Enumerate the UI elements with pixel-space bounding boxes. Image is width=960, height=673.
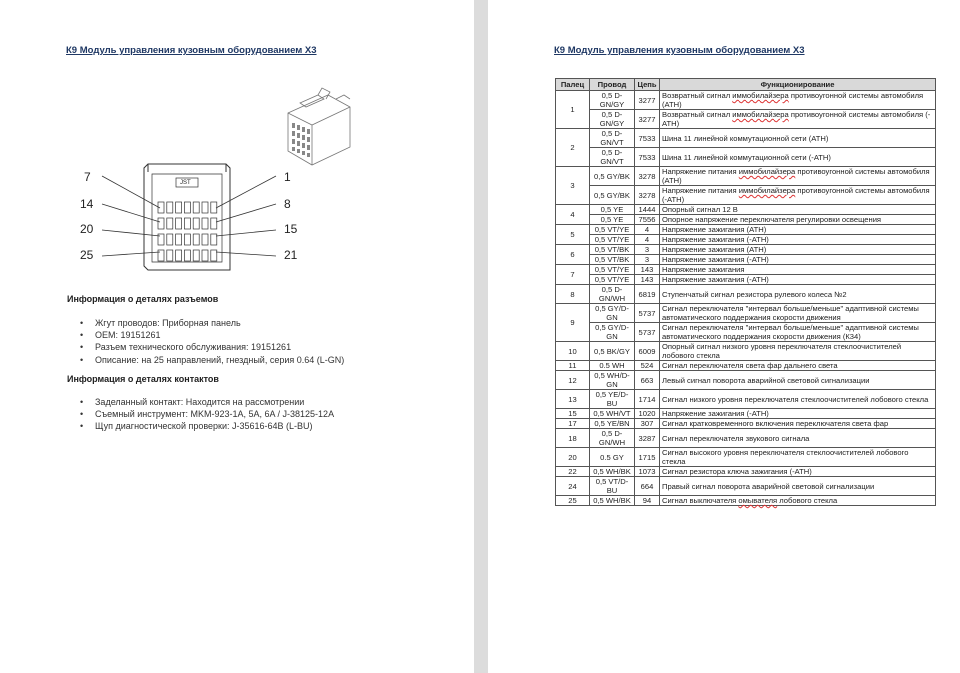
function-text: Шина 11 линейной коммутационной сети (АТН) [662, 133, 829, 143]
function-text: иммобилайзера [732, 91, 789, 100]
circuit-cell: 3 [635, 245, 660, 255]
circuit-cell: 6009 [635, 342, 660, 361]
function-text: Напряжение зажигания (-АТН) [662, 275, 769, 284]
circuit-cell: 663 [635, 371, 660, 390]
function-text: Напряжение питания [662, 167, 739, 176]
function-cell [660, 275, 936, 285]
table-row [556, 110, 936, 129]
circuit-cell: 4 [635, 225, 660, 235]
connector-cavity [184, 218, 190, 229]
function-text: Правый сигнал поворота аварийной световой сигнализации [662, 481, 875, 491]
function-text: Сигнал низкого уровня переключателя стеклоочистителей лобового стекла [662, 394, 929, 404]
table-row [556, 371, 936, 390]
pin-cell: 3 [556, 167, 590, 205]
wire-cell: 0,5 GY/D-GN [590, 304, 635, 323]
function-cell [660, 255, 936, 265]
circuit-cell: 3 [635, 255, 660, 265]
function-cell [660, 110, 936, 129]
connector-cavity [167, 218, 173, 229]
table-row [556, 285, 936, 304]
table-row [556, 91, 936, 110]
list-item: • Заделанный контакт: Находится на рассмотрении [80, 396, 334, 408]
table-row [556, 275, 936, 285]
pin-cell: 5 [556, 225, 590, 245]
table-row [556, 467, 936, 477]
wire-cell: 0,5 GY/BK [590, 167, 635, 186]
wire-cell: 0,5 VT/D-BU [590, 477, 635, 496]
circuit-cell: 524 [635, 361, 660, 371]
circuit-cell: 3278 [635, 186, 660, 205]
pin-cell: 1 [556, 91, 590, 129]
function-text: Шина 11 линейной коммутационной сети (-АТН) [662, 152, 831, 162]
pin-cell: 4 [556, 205, 590, 225]
function-text: Опорный сигнал 12 В [662, 205, 738, 214]
contact-info-list [80, 396, 334, 433]
function-cell [660, 186, 936, 205]
wire-cell: 0,5 D-GN/VT [590, 129, 635, 148]
circuit-cell: 1714 [635, 390, 660, 409]
pin-cell: 6 [556, 245, 590, 265]
circuit-cell: 1715 [635, 448, 660, 467]
table-row [556, 245, 936, 255]
connector-cavity [176, 250, 182, 261]
callout-label: 21 [284, 248, 298, 262]
table-header-row [556, 79, 936, 91]
function-text: Сигнал кратковременного включения переключателя света фар [662, 419, 889, 428]
circuit-cell: 7533 [635, 148, 660, 167]
connector-cavity [167, 250, 173, 261]
connector-cavity [158, 250, 164, 261]
function-cell [660, 91, 936, 110]
table-row [556, 265, 936, 275]
function-cell [660, 371, 936, 390]
connector-cavity [176, 218, 182, 229]
circuit-cell: 6819 [635, 285, 660, 304]
circuit-cell: 3277 [635, 110, 660, 129]
circuit-cell: 3277 [635, 91, 660, 110]
pin-cell: 2 [556, 129, 590, 167]
wire-cell: 0,5 VT/YE [590, 235, 635, 245]
column-header-function: Функционирование [660, 79, 936, 91]
function-cell [660, 361, 936, 371]
circuit-cell: 7533 [635, 129, 660, 148]
function-text: лобового стекла [777, 496, 838, 505]
connector-face-diagram [76, 158, 306, 278]
connector-cavity [184, 202, 190, 213]
function-text: Ступенчатый сигнал резистора рулевого колеса №2 [662, 289, 847, 299]
function-text: Возвратный сигнал [662, 91, 733, 100]
function-text: Сигнал переключателя "интервал больше/меньше" адаптивной системы автоматического поддержания скорости движения (К34) [662, 323, 919, 341]
connector-cavity [167, 202, 173, 213]
column-header-pin: Палец [556, 79, 590, 91]
wire-cell: 0,5 VT/YE [590, 275, 635, 285]
wire-cell: 0,5 YE/BN [590, 419, 635, 429]
connector-cavity [193, 202, 199, 213]
function-text: Опорный сигнал низкого уровня переключателя стеклоочистителей лобового стекла [662, 342, 902, 360]
connector-info-list [80, 317, 344, 366]
table-row [556, 225, 936, 235]
wire-cell: 0,5 YE [590, 205, 635, 215]
function-cell [660, 467, 936, 477]
pin-cell: 9 [556, 304, 590, 342]
connector-cavity [202, 202, 208, 213]
function-text: Напряжение зажигания (-АТН) [662, 409, 769, 418]
contact-info-heading: Информация о деталях контактов [67, 374, 219, 384]
table-row [556, 235, 936, 245]
function-cell [660, 477, 936, 496]
table-row [556, 304, 936, 323]
wire-cell: 0,5 WH/D-GN [590, 371, 635, 390]
circuit-cell: 4 [635, 235, 660, 245]
circuit-cell: 143 [635, 265, 660, 275]
function-cell [660, 419, 936, 429]
function-text: Левый сигнал поворота аварийной световой сигнализации [662, 375, 870, 385]
function-cell [660, 205, 936, 215]
circuit-cell: 1020 [635, 409, 660, 419]
function-text: Сигнал переключателя звукового сигнала [662, 433, 810, 443]
page-gap [474, 0, 488, 673]
function-text: Напряжение зажигания (-АТН) [662, 255, 769, 264]
circuit-cell: 3278 [635, 167, 660, 186]
wire-cell: 0,5 D-GN/WH [590, 429, 635, 448]
wire-cell: 0.5 WH [590, 361, 635, 371]
function-text: Сигнал резистора ключа зажигания (-АТН) [662, 467, 812, 476]
table-row [556, 429, 936, 448]
function-text: противоугонной системы автомобиля (-АТН) [662, 110, 931, 128]
connector-info-heading: Информация о деталях разъемов [67, 294, 219, 304]
table-row [556, 496, 936, 506]
circuit-cell: 143 [635, 275, 660, 285]
function-text: Напряжение зажигания (АТН) [662, 245, 767, 254]
circuit-cell: 1444 [635, 205, 660, 215]
connector-cavity [184, 234, 190, 245]
function-cell [660, 496, 936, 506]
function-text: Напряжение зажигания (АТН) [662, 225, 767, 234]
wire-cell: 0,5 VT/YE [590, 265, 635, 275]
pinout-table [555, 78, 936, 506]
pin-cell: 25 [556, 496, 590, 506]
table-row [556, 361, 936, 371]
connector-cavity [211, 202, 217, 213]
callout-label: 1 [284, 170, 291, 184]
wire-cell: 0,5 VT/BK [590, 245, 635, 255]
connector-cavity [176, 202, 182, 213]
connector-cavity [193, 234, 199, 245]
table-row [556, 448, 936, 467]
wire-cell: 0,5 VT/YE [590, 225, 635, 235]
wire-cell: 0,5 YE/D-BU [590, 390, 635, 409]
table-row [556, 255, 936, 265]
callout-label: 8 [284, 197, 291, 211]
list-item: • Жгут проводов: Приборная панель [80, 317, 344, 329]
wire-cell: 0,5 WH/VT [590, 409, 635, 419]
list-item: • Описание: на 25 направлений, гнездный, серия 0.64 (L-GN) [80, 354, 344, 366]
callout-label: 7 [84, 170, 91, 184]
wire-cell: 0,5 D-GN/GY [590, 91, 635, 110]
pin-cell: 11 [556, 361, 590, 371]
list-item: • Разъем технического обслуживания: 19151261 [80, 341, 344, 353]
function-text: Опорное напряжение переключателя регулировки освещения [662, 215, 882, 224]
connector-cavity [193, 218, 199, 229]
function-cell [660, 304, 936, 323]
function-text: Напряжение зажигания [662, 265, 745, 274]
pin-cell: 22 [556, 467, 590, 477]
pin-cell: 10 [556, 342, 590, 361]
function-text: омывателя [738, 496, 778, 505]
callout-label: 20 [80, 222, 94, 236]
function-text: иммобилайзера [738, 186, 796, 195]
function-text: Возвратный сигнал [662, 110, 733, 119]
table-row [556, 148, 936, 167]
wire-cell: 0.5 GY [590, 448, 635, 467]
table-row [556, 186, 936, 205]
circuit-cell: 94 [635, 496, 660, 506]
wire-cell: 0,5 BK/GY [590, 342, 635, 361]
function-text: противоугонной системы автомобиля (-АТН) [662, 186, 930, 204]
table-row [556, 419, 936, 429]
pin-cell: 20 [556, 448, 590, 467]
function-cell [660, 390, 936, 409]
callout-label: 14 [80, 197, 94, 211]
table-row [556, 129, 936, 148]
table-row [556, 323, 936, 342]
function-cell [660, 323, 936, 342]
circuit-cell: 3287 [635, 429, 660, 448]
left-document-page [0, 0, 474, 673]
function-cell [660, 129, 936, 148]
function-text: противоугонной системы автомобиля (АТН) [662, 167, 930, 185]
circuit-cell: 1073 [635, 467, 660, 477]
pin-cell: 12 [556, 371, 590, 390]
wire-cell: 0,5 YE [590, 215, 635, 225]
function-cell [660, 342, 936, 361]
function-text: Сигнал выключателя [662, 496, 739, 505]
list-item: • Съемный инструмент: MKM-923-1A, 5A, 6A / J-38125-12A [80, 408, 334, 420]
circuit-cell: 5737 [635, 304, 660, 323]
function-text: иммобилайзера [738, 167, 796, 176]
pin-cell: 15 [556, 409, 590, 419]
function-cell [660, 265, 936, 275]
column-header-wire: Провод [590, 79, 635, 91]
circuit-cell: 7556 [635, 215, 660, 225]
connector-cavity [184, 250, 190, 261]
table-row [556, 342, 936, 361]
circuit-cell: 307 [635, 419, 660, 429]
function-text: противоугонной системы автомобиля (АТН) [662, 91, 924, 109]
function-text: Напряжение зажигания (-АТН) [662, 235, 769, 244]
connector-cavity [167, 234, 173, 245]
connector-cavity [176, 234, 182, 245]
right-document-page [488, 0, 960, 673]
function-cell [660, 235, 936, 245]
wire-cell: 0,5 D-GN/WH [590, 285, 635, 304]
pin-cell: 17 [556, 419, 590, 429]
function-text: Сигнал высокого уровня переключателя стеклоочистителей лобового стекла [662, 448, 909, 466]
list-item: • Щуп диагностической проверки: J-35616-64B (L-BU) [80, 420, 334, 432]
connector-cavity [211, 218, 217, 229]
column-header-circuit: Цепь [635, 79, 660, 91]
wire-cell: 0,5 WH/BK [590, 496, 635, 506]
function-text: Сигнал переключателя света фар дальнего света [662, 361, 838, 370]
connector-cavity [193, 250, 199, 261]
connector-cavity [158, 218, 164, 229]
function-text: Напряжение питания [662, 186, 739, 195]
list-item: • OEM: 19151261 [80, 329, 344, 341]
wire-cell: 0,5 WH/BK [590, 467, 635, 477]
function-text: Сигнал переключателя "интервал больше/меньше" адаптивной системы автоматического поддержания скорости движения [662, 304, 919, 322]
function-cell [660, 215, 936, 225]
function-cell [660, 225, 936, 235]
page-title: К9 Модуль управления кузовным оборудованием Х3 [554, 45, 805, 56]
function-cell [660, 245, 936, 255]
wire-cell: 0,5 GY/D-GN [590, 323, 635, 342]
connector-cavity [211, 250, 217, 261]
table-row [556, 390, 936, 409]
connector-cavity [202, 218, 208, 229]
circuit-cell: 5737 [635, 323, 660, 342]
wire-cell: 0,5 D-GN/GY [590, 110, 635, 129]
callout-label: 15 [284, 222, 298, 236]
pin-cell: 18 [556, 429, 590, 448]
connector-cavity [202, 234, 208, 245]
pin-cell: 7 [556, 265, 590, 285]
pin-cell: 8 [556, 285, 590, 304]
connector-cavity [202, 250, 208, 261]
table-row [556, 477, 936, 496]
page-title: К9 Модуль управления кузовным оборудованием Х3 [66, 45, 317, 56]
wire-cell: 0,5 VT/BK [590, 255, 635, 265]
table-row [556, 215, 936, 225]
connector-key-label: JST [180, 180, 191, 186]
function-text: иммобилайзера [732, 110, 789, 119]
table-row [556, 167, 936, 186]
function-cell [660, 448, 936, 467]
wire-cell: 0,5 D-GN/VT [590, 148, 635, 167]
function-cell [660, 148, 936, 167]
wire-cell: 0,5 GY/BK [590, 186, 635, 205]
function-cell [660, 167, 936, 186]
circuit-cell: 664 [635, 477, 660, 496]
table-row [556, 409, 936, 419]
table-row [556, 205, 936, 215]
callout-label: 25 [80, 248, 94, 262]
connector-cavity [211, 234, 217, 245]
function-cell [660, 285, 936, 304]
function-cell [660, 409, 936, 419]
function-cell [660, 429, 936, 448]
pin-cell: 13 [556, 390, 590, 409]
pin-cell: 24 [556, 477, 590, 496]
